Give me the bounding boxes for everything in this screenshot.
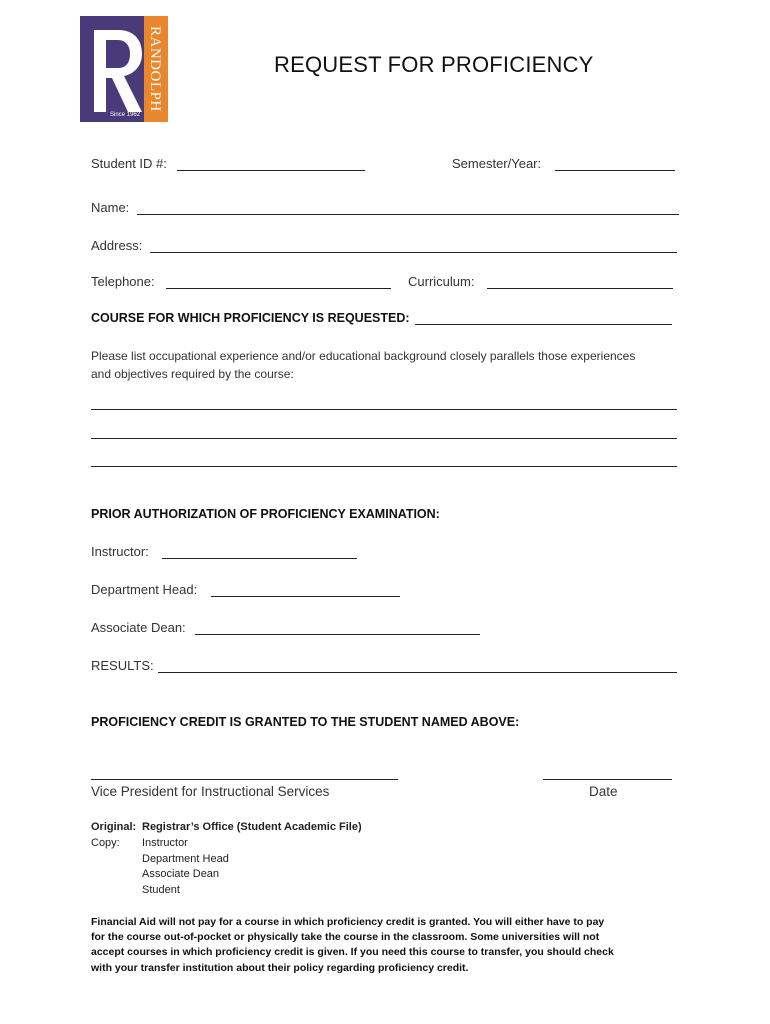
instructor-label: Instructor: <box>91 544 149 559</box>
date-label: Date <box>589 784 618 799</box>
name-label: Name: <box>91 200 130 215</box>
telephone-label: Telephone: <box>91 274 155 289</box>
address-field[interactable] <box>150 252 677 253</box>
copy-item: Associate Dean <box>142 868 220 880</box>
student-id-field[interactable] <box>177 170 365 171</box>
credit-heading: PROFICIENCY CREDIT IS GRANTED TO THE STUDENT NAMED ABOVE: <box>91 715 520 729</box>
curriculum-field[interactable] <box>487 288 673 289</box>
logo-since: Since 1962 <box>110 112 141 118</box>
college-logo <box>80 16 168 122</box>
course-heading: COURSE FOR WHICH PROFICIENCY IS REQUESTED: <box>91 311 410 325</box>
financial-aid-notice-line4: with your transfer institution about their policy regarding proficiency credit. <box>91 962 469 974</box>
vp-signature-label: Vice President for Instructional Services <box>91 784 330 799</box>
page-title: REQUEST FOR PROFICIENCY <box>274 52 594 77</box>
original-label: Original: <box>91 821 137 833</box>
copy-label: Copy: <box>91 837 120 849</box>
student-id-label: Student ID #: <box>91 156 167 171</box>
experience-line-3[interactable] <box>91 466 677 467</box>
associate-dean-field[interactable] <box>195 634 480 635</box>
semester-year-label: Semester/Year: <box>452 156 542 171</box>
address-label: Address: <box>91 238 143 253</box>
date-signature-line[interactable] <box>543 779 672 780</box>
results-field[interactable] <box>158 672 677 673</box>
results-label: RESULTS: <box>91 658 154 673</box>
course-field[interactable] <box>415 324 672 325</box>
experience-line-2[interactable] <box>91 438 677 439</box>
department-head-field[interactable] <box>211 596 400 597</box>
copy-item: Instructor <box>142 837 188 849</box>
telephone-field[interactable] <box>166 288 391 289</box>
original-value: Registrar’s Office (Student Academic File) <box>142 821 362 833</box>
vp-signature-line[interactable] <box>91 779 398 780</box>
financial-aid-notice-line2: for the course out-of-pocket or physically take the course in the classroom. Some universities will not <box>91 931 600 943</box>
logo-wordmark: RANDOLPH <box>147 26 163 112</box>
financial-aid-notice-line3: accept courses in which proficiency credit is given. If you need this course to transfer, you should check <box>91 946 614 958</box>
department-head-label: Department Head: <box>91 582 198 597</box>
copy-item: Student <box>142 884 180 896</box>
course-instructions-line1: Please list occupational experience and/or educational background closely parallels those experiences <box>91 349 636 363</box>
instructor-field[interactable] <box>162 558 357 559</box>
authorization-heading: PRIOR AUTHORIZATION OF PROFICIENCY EXAMINATION: <box>91 507 440 521</box>
course-instructions-line2: and objectives required by the course: <box>91 367 294 381</box>
name-field[interactable] <box>137 214 679 215</box>
semester-year-field[interactable] <box>555 170 675 171</box>
experience-line-1[interactable] <box>91 409 677 410</box>
copy-item: Department Head <box>142 853 229 865</box>
financial-aid-notice-line1: Financial Aid will not pay for a course in which proficiency credit is granted. You will either have to pay <box>91 916 605 928</box>
associate-dean-label: Associate Dean: <box>91 620 186 635</box>
curriculum-label: Curriculum: <box>408 274 475 289</box>
